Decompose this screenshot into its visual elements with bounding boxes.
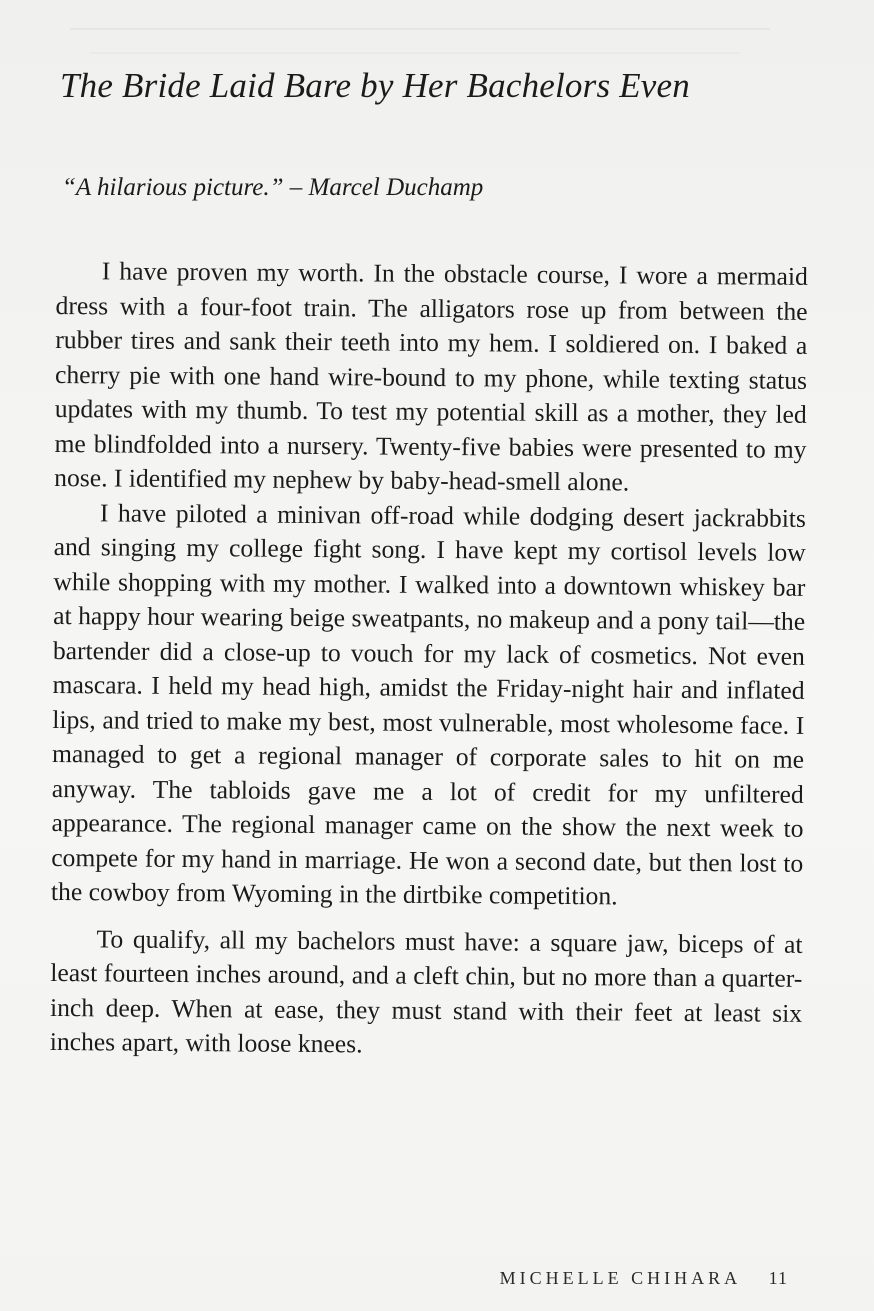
body-text <box>50 254 808 1065</box>
essay-title: The Bride Laid Bare by Her Bachelors Even <box>60 66 690 105</box>
epigraph: “A hilarious picture.” – Marcel Duchamp <box>62 174 484 201</box>
running-footer <box>500 1268 788 1289</box>
author-name: MICHELLE CHIHARA <box>499 1268 741 1288</box>
page-number: 11 <box>768 1268 788 1288</box>
paragraph: To qualify, all my bachelors must have: a square jaw, biceps of at least fourteen inches around, and a cleft chin, but no more than a quarter-inch deep. When at ease, they must stand with their feet at least six inches apart, with loose knees. <box>49 923 803 1059</box>
bleed-through-text <box>70 0 830 54</box>
paragraph: I have piloted a minivan off-road while dodging desert jackrabbits and singing my college fight song. I have kept my cortisol levels low while shopping with my mother. I walked into a downtown whiskey bar at happy hour wearing beige sweatpants, no makeup and a pony tail—the bartender did a close-up to vouch for my lack of cosmetics. Not even mascara. I held my head high, amidst the Friday-night hair and inflated lips, and tried to make my best, most vulnerable, most wholesome face. I managed to get a regional manager of corporate sales to hit on me anyway. The tabloids gave me a lot of credit for my unfiltered appearance. The regional manager came on the show the next week to compete for my hand in marriage. He won a second date, but then lost to the cowboy from Wyoming in the dirtbike competition. <box>50 497 807 911</box>
paragraph: I have proven my worth. In the obstacle course, I wore a mermaid dress with a four-foot train. The alligators rose up from between the rubber tires and sank their teeth into my hem. I soldiered on. I baked a cherry pie with one hand wire-bound to my phone, while texting status updates with my thumb. To test my potential skill as a mother, they led me blindfolded into a nursery. Twenty-five babies were presented to my nose. I identified my nephew by baby-head-smell alone. <box>54 256 808 497</box>
